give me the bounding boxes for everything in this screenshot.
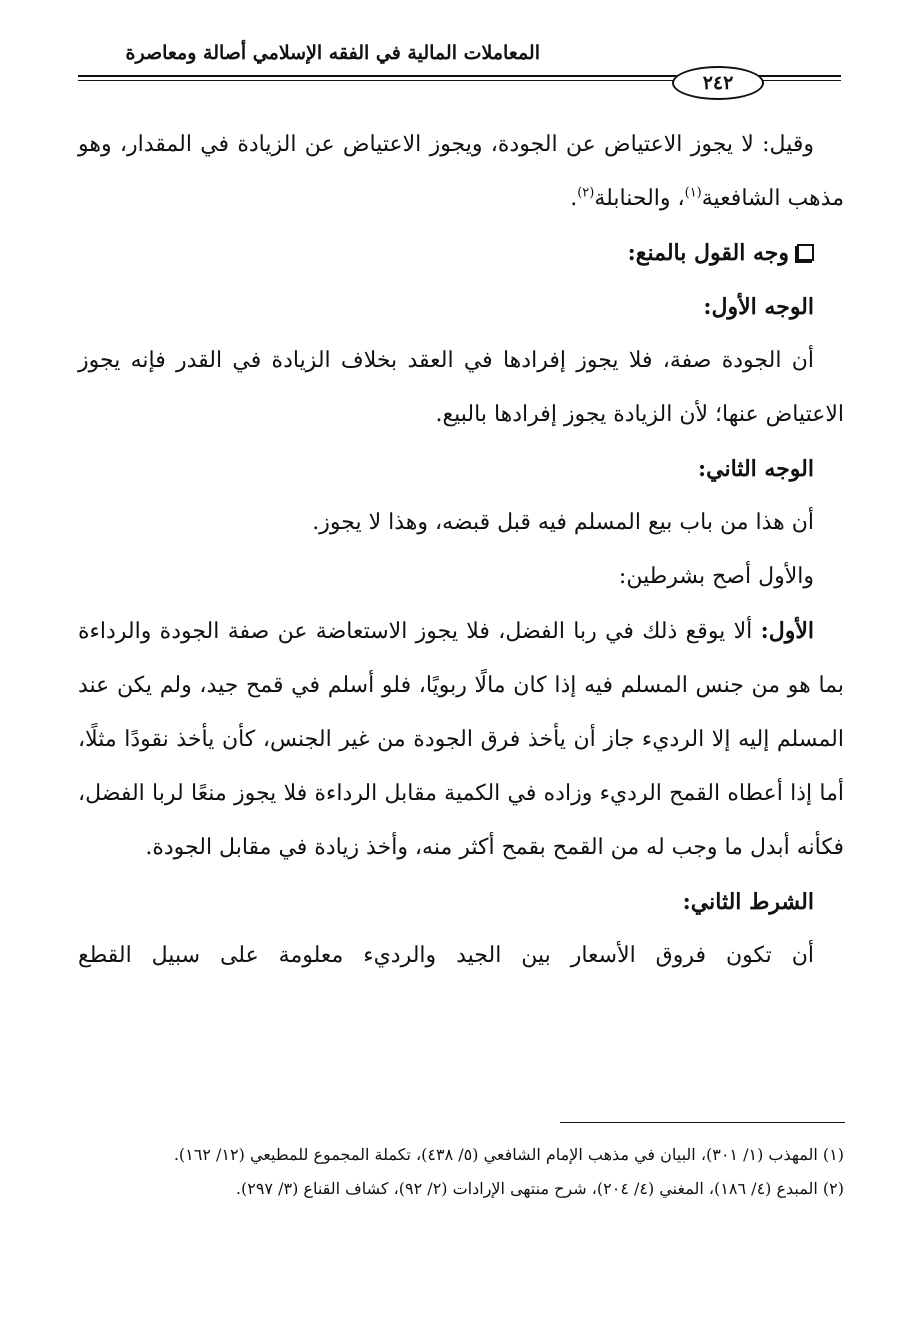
opinion-paragraph: [78, 118, 844, 226]
section-heading: [78, 226, 844, 280]
footnote-ref-2: (٢): [577, 185, 595, 201]
second-condition-heading: الشرط الثاني:: [682, 889, 814, 915]
second-aspect-heading: الوجه الثاني:: [698, 456, 814, 482]
page-number: ٢٤٢: [672, 66, 764, 100]
first-aspect-paragraph: أن الجودة صفة، فلا يجوز إفرادها في العقد بخلاف الزيادة في القدر فإنه يجوز الاعتياض عنها؛ لأن الزيادة يجوز إفرادها بالبيع.: [78, 348, 844, 427]
footnote-1: (١) المهذب (١/ ٣٠١)، البيان في مذهب الإمام الشافعي (٥/ ٤٣٨)، تكملة المجموع للمطيعي (١٢/ ١٦٢).: [173, 1145, 844, 1164]
section-heading-text: وجه القول بالمنع:: [627, 240, 789, 266]
running-header-title: المعاملات المالية في الفقه الإسلامي أصالة ومعاصرة: [125, 42, 540, 64]
second-aspect-paragraph: أن هذا من باب بيع المسلم فيه قبل قبضه، وهذا لا يجوز.: [312, 510, 814, 535]
footnotes: [78, 1138, 844, 1206]
square-bullet-icon: [797, 244, 814, 261]
opinion-text-end: .: [570, 186, 578, 211]
opinion-text-mid: ، والحنابلة: [594, 186, 685, 211]
footnote-2: (٢) المبدع (٤/ ١٨٦)، المغني (٤/ ٢٠٤)، شرح منتهى الإرادات (٢/ ٩٢)، كشاف القناع (٣/ ٢٩٧).: [235, 1179, 844, 1198]
first-condition-label: الأول:: [760, 618, 814, 644]
first-condition-text: ألا يوقع ذلك في ربا الفضل، فلا يجوز الاستعاضة عن صفة الجودة والرداءة بما هو من جنس المسلم فيه إذا كان مالًا ربويًا، فلو أسلم في قمح جيد، ولم يكن عند المسلم إليه إلا الرديء جاز أن يأخذ فرق الجودة من غير الجنس، كأن يأخذ نقودًا مثلًا، أما إذا أعطاه القمح الرديء وزاده في الكمية مقابل الرداءة فلا يجوز منعًا لربا الفضل، فكأنه أبدل ما وجب له من القمح بقمح أكثر منه، وأخذ زيادة في مقابل الجودة.: [78, 619, 844, 860]
first-condition-paragraph: [78, 604, 844, 875]
opinion-text: وقيل: لا يجوز الاعتياض عن الجودة، ويجوز الاعتياض عن الزيادة في المقدار، وهو مذهب الشافعية: [78, 132, 844, 211]
first-aspect-heading: الوجه الأول:: [703, 294, 814, 320]
footnote-ref-1: (١): [684, 185, 702, 201]
footnote-separator: [560, 1122, 845, 1123]
second-condition-paragraph: أن تكون فروق الأسعار بين الجيد والرديء معلومة على سبيل القطع: [78, 943, 814, 968]
main-text: [78, 118, 844, 983]
preferred-opinion-line: والأول أصح بشرطين:: [618, 564, 814, 589]
